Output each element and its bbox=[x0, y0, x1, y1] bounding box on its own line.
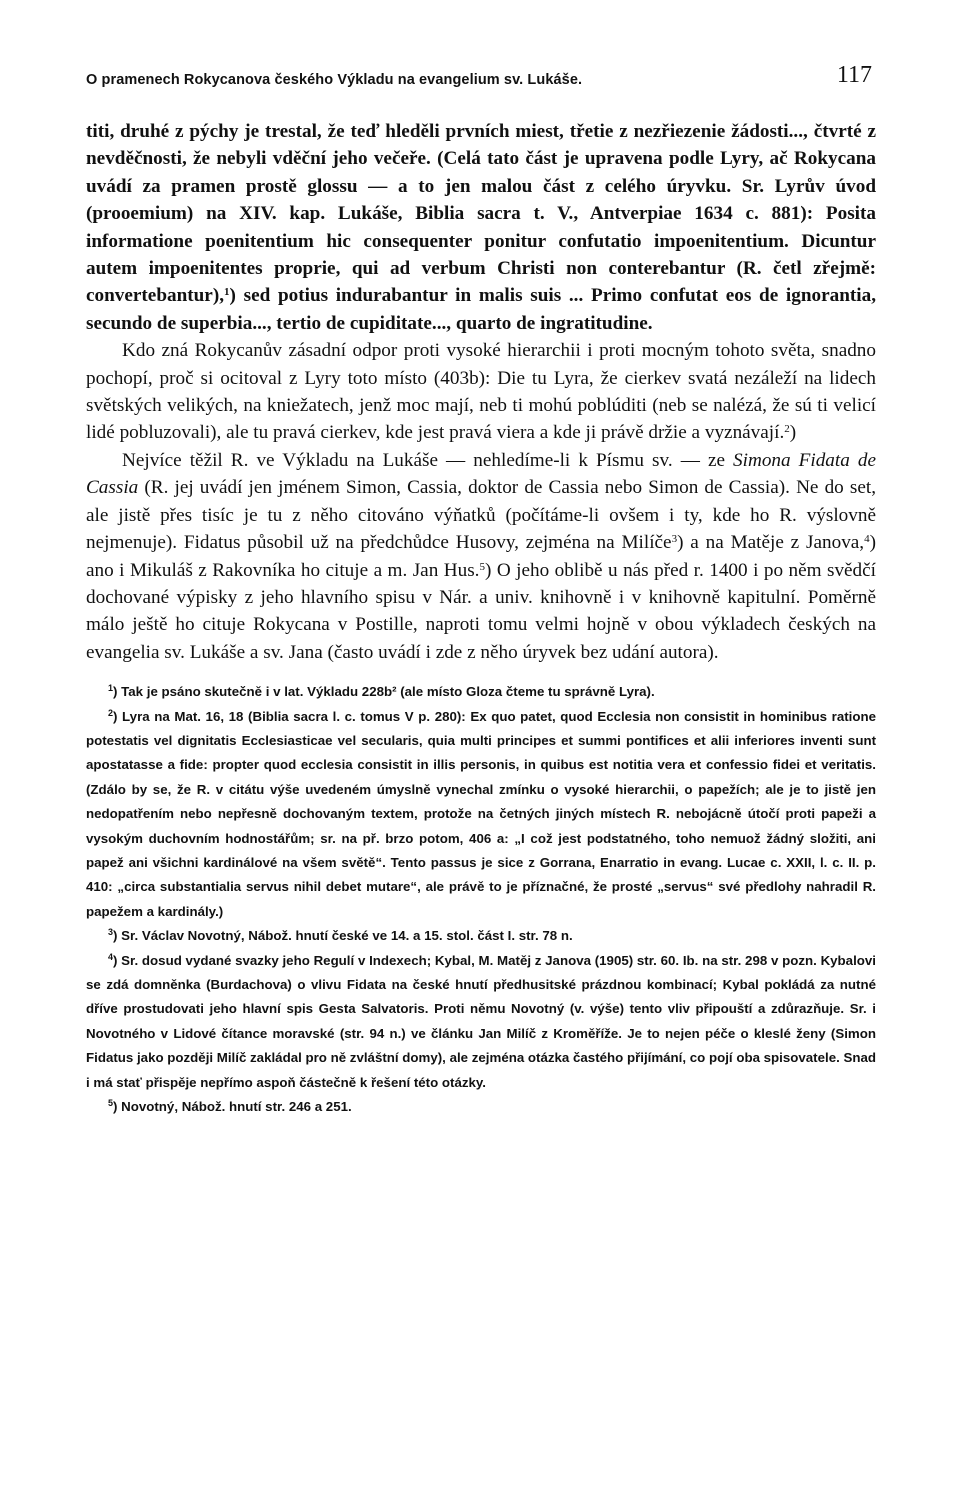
footnote-mark: 4 bbox=[108, 951, 114, 962]
page-header bbox=[86, 62, 876, 102]
paragraph-3-italic-name: Simona Fidata de Cassia bbox=[86, 449, 876, 499]
main-text bbox=[86, 118, 876, 666]
footnote-mark: 1 bbox=[108, 683, 114, 694]
paragraph-1-text: titi, druhé z pýchy je trestal, že teď hleděli prvních miest, třetie z nezřiezenie žádosti..., čtvrté z nevděčnosti, že nebyli vděční jeho večeře. (Celá tato část je upravena podle Lyry, ač Rokycana uvádí za pramen prostě glossu — a to jen malou část z celého úryvku. Sr. Lyrův úvod (prooemium) na XIV. kap. Lukáše, Biblia sacra t. V., Antverpiae 1634 c. 881): Posita informatione poenitentium hic consequenter ponitur confutatio impoenitentium. Dicuntur autem impoenitentes proprie, qui ad verbum Christi non conterebantur (R. četl zřejmě: convertebantur), bbox=[86, 121, 876, 307]
footnote-text: ) Novotný, Nábož. hnutí str. 246 a 251. bbox=[113, 1099, 352, 1115]
footnote-text: ) Lyra na Mat. 16, 18 (Biblia sacra l. c. tomus V p. 280): Ex quo patet, quod Ecclesia non consistit in hominibus ratione potestatis vel dignitatis Ecclesiasticae vel secularis, quia multi principes et summi pontifices et alii inferiores inventi sunt apostatasse a fide: propter quod ecclesia consistit in illis personis, in quibus est notitia vera et confessio fidei et veritatis. (Zdálo by se, že R. v citátu výše uvedeném úmyslně vynechal zmínku o vysoké hierarchii, o papežích; ale je to jistě jen nedopatřením nebo nepřesně dochovaným textem, protože na četných jiných místech R. nebojácně útočí proti papeži a vysokým duchovním hodnostářům; sr. na př. brzo potom, 406 a: „I což jest podstatného, toho nemuož žádný složiti, ani papež ani všichni kardinálové na všem světě“. Tento passus je sice z Gorrana, Enarratio in evang. Lucae c. XXII, l. c. II. p. 410: „circa substantialia servus nihil debet mutare“, ale právě to je příznačné, že prosté „servus“ své předlohy nahradil R. papežem a kardinály.) bbox=[86, 708, 876, 919]
paragraph-3-text-a: Nejvíce těžil R. ve Výkladu na Lukáše — nehledíme-li k Písmu sv. — ze bbox=[122, 449, 734, 471]
footnotes bbox=[86, 680, 876, 1119]
running-head: O pramenech Rokycanova českého Výkladu na evangelium sv. Lukáše. bbox=[86, 72, 583, 88]
paragraph-3-text-b: (R. jej uvádí jen jménem Simon, Cassia, doktor de Cassia nebo Simon de Cassia). Ne do set, ale jistě přes tisíc je tu z něho citováno výňatků (počítáme-li ovšem i ty, kde ho R. výslovně nejmenuje). Fidatus působil už na předchůdce Husovy, zejména na Milíče bbox=[86, 477, 876, 554]
footnote-text: ) Sr. Václav Novotný, Nábož. hnutí české ve 14. a 15. stol. část I. str. 78 n. bbox=[113, 928, 573, 944]
footnote-ref-3: 3 bbox=[671, 533, 678, 546]
footnote-ref-5: 5 bbox=[479, 560, 485, 573]
footnote-ref-4: 4 bbox=[864, 533, 870, 546]
footnote-3 bbox=[86, 924, 876, 948]
footnote-4 bbox=[86, 949, 876, 1095]
footnote-mark: 2 bbox=[108, 707, 114, 718]
paragraph-3-text-d: ) ano i Mikuláš z Rakovníka ho cituje a m. Jan Hus. bbox=[86, 532, 876, 581]
footnote-ref-1: 1 bbox=[224, 286, 230, 299]
book-page bbox=[86, 62, 876, 1119]
paragraph-2-text: Kdo zná Rokycanův zásadní odpor proti vysoké hierarchii i proti mocným tohoto světa, snadno pochopí, proč si ocitoval z Lyry toto místo (403b): Die tu Lyra, že cierkev svatá nezáleží na lidech světských velikých, na kniežatech, jenž moc mají, neb ti mohú poblúditi (neb se nalézá, že sú ti velicí lidé pobluzovali), ale tu pravá cierkev, kde jest pravá viera a kde ji právě držie a vyznávají. bbox=[86, 340, 876, 444]
paragraph-2-tail: ) bbox=[789, 422, 797, 444]
footnote-text: ) Tak je psáno skutečně i v lat. Výkladu 228b² (ale místo Gloza čteme tu správně Lyra). bbox=[113, 684, 655, 700]
footnote-1 bbox=[86, 680, 876, 704]
paragraph-1 bbox=[86, 118, 876, 337]
footnote-mark: 5 bbox=[108, 1098, 114, 1109]
footnote-5 bbox=[86, 1095, 876, 1119]
footnote-mark: 3 bbox=[108, 927, 114, 938]
footnote-2 bbox=[86, 705, 876, 925]
footnote-text: ) Sr. dosud vydané svazky jeho Regulí v Indexech; Kybal, M. Matěj z Janova (1905) str. 60. Ib. na str. 298 v pozn. Kybalovi se zdá domněnka (Burdachova) o vlivu Fidata na české hnutí předhusitské prázdnou kombinací; Kybal pokládá za nutné dříve prostudovati jeho hlavní spis Gesta Salvatoris. Proti němu Novotný (v. výše) tento vliv připouští a zdůrazňuje. Sr. i Novotného v Lidové čítance moravské (str. 94 n.) ve článku Jan Milíč z Kroměříže. Je to nejen péče o kleslé ženy (Simon Fidatus jako později Milíč zakládal pro ně zvláštní domy), ale zejména otázka častého přijímání, co pojí oba spisovatele. Snad i má stať přispěje nepřímo aspoň částečně k řešení této otázky. bbox=[86, 952, 876, 1090]
paragraph-3-text-e: ) O jeho oblibě u nás před r. 1400 i po něm svědčí dochované výpisky z jeho hlavního spisu v Nár. a univ. knihovně i v knihovně kapitulní. Poměrně málo ještě ho cituje Rokycana v Postille, naproti tomu velmi hojně v obou výkladech českých na evangelia sv. Lukáše a sv. Jana (často uvádí i zde z něho úryvek bez udání autora). bbox=[86, 559, 877, 663]
page-number: 117 bbox=[836, 62, 872, 88]
paragraph-3-text-c: ) a na Matěje z Janova, bbox=[677, 532, 865, 554]
paragraph-3 bbox=[86, 447, 876, 666]
footnote-ref-2: 2 bbox=[784, 423, 790, 436]
paragraph-2 bbox=[86, 337, 876, 447]
paragraph-1-tail: ) sed potius indurabantur in malis suis ... Primo confutat eos de ignorantia, secundo de superbia..., tertio de cupiditate..., quarto de ingratitudine. bbox=[86, 285, 876, 334]
